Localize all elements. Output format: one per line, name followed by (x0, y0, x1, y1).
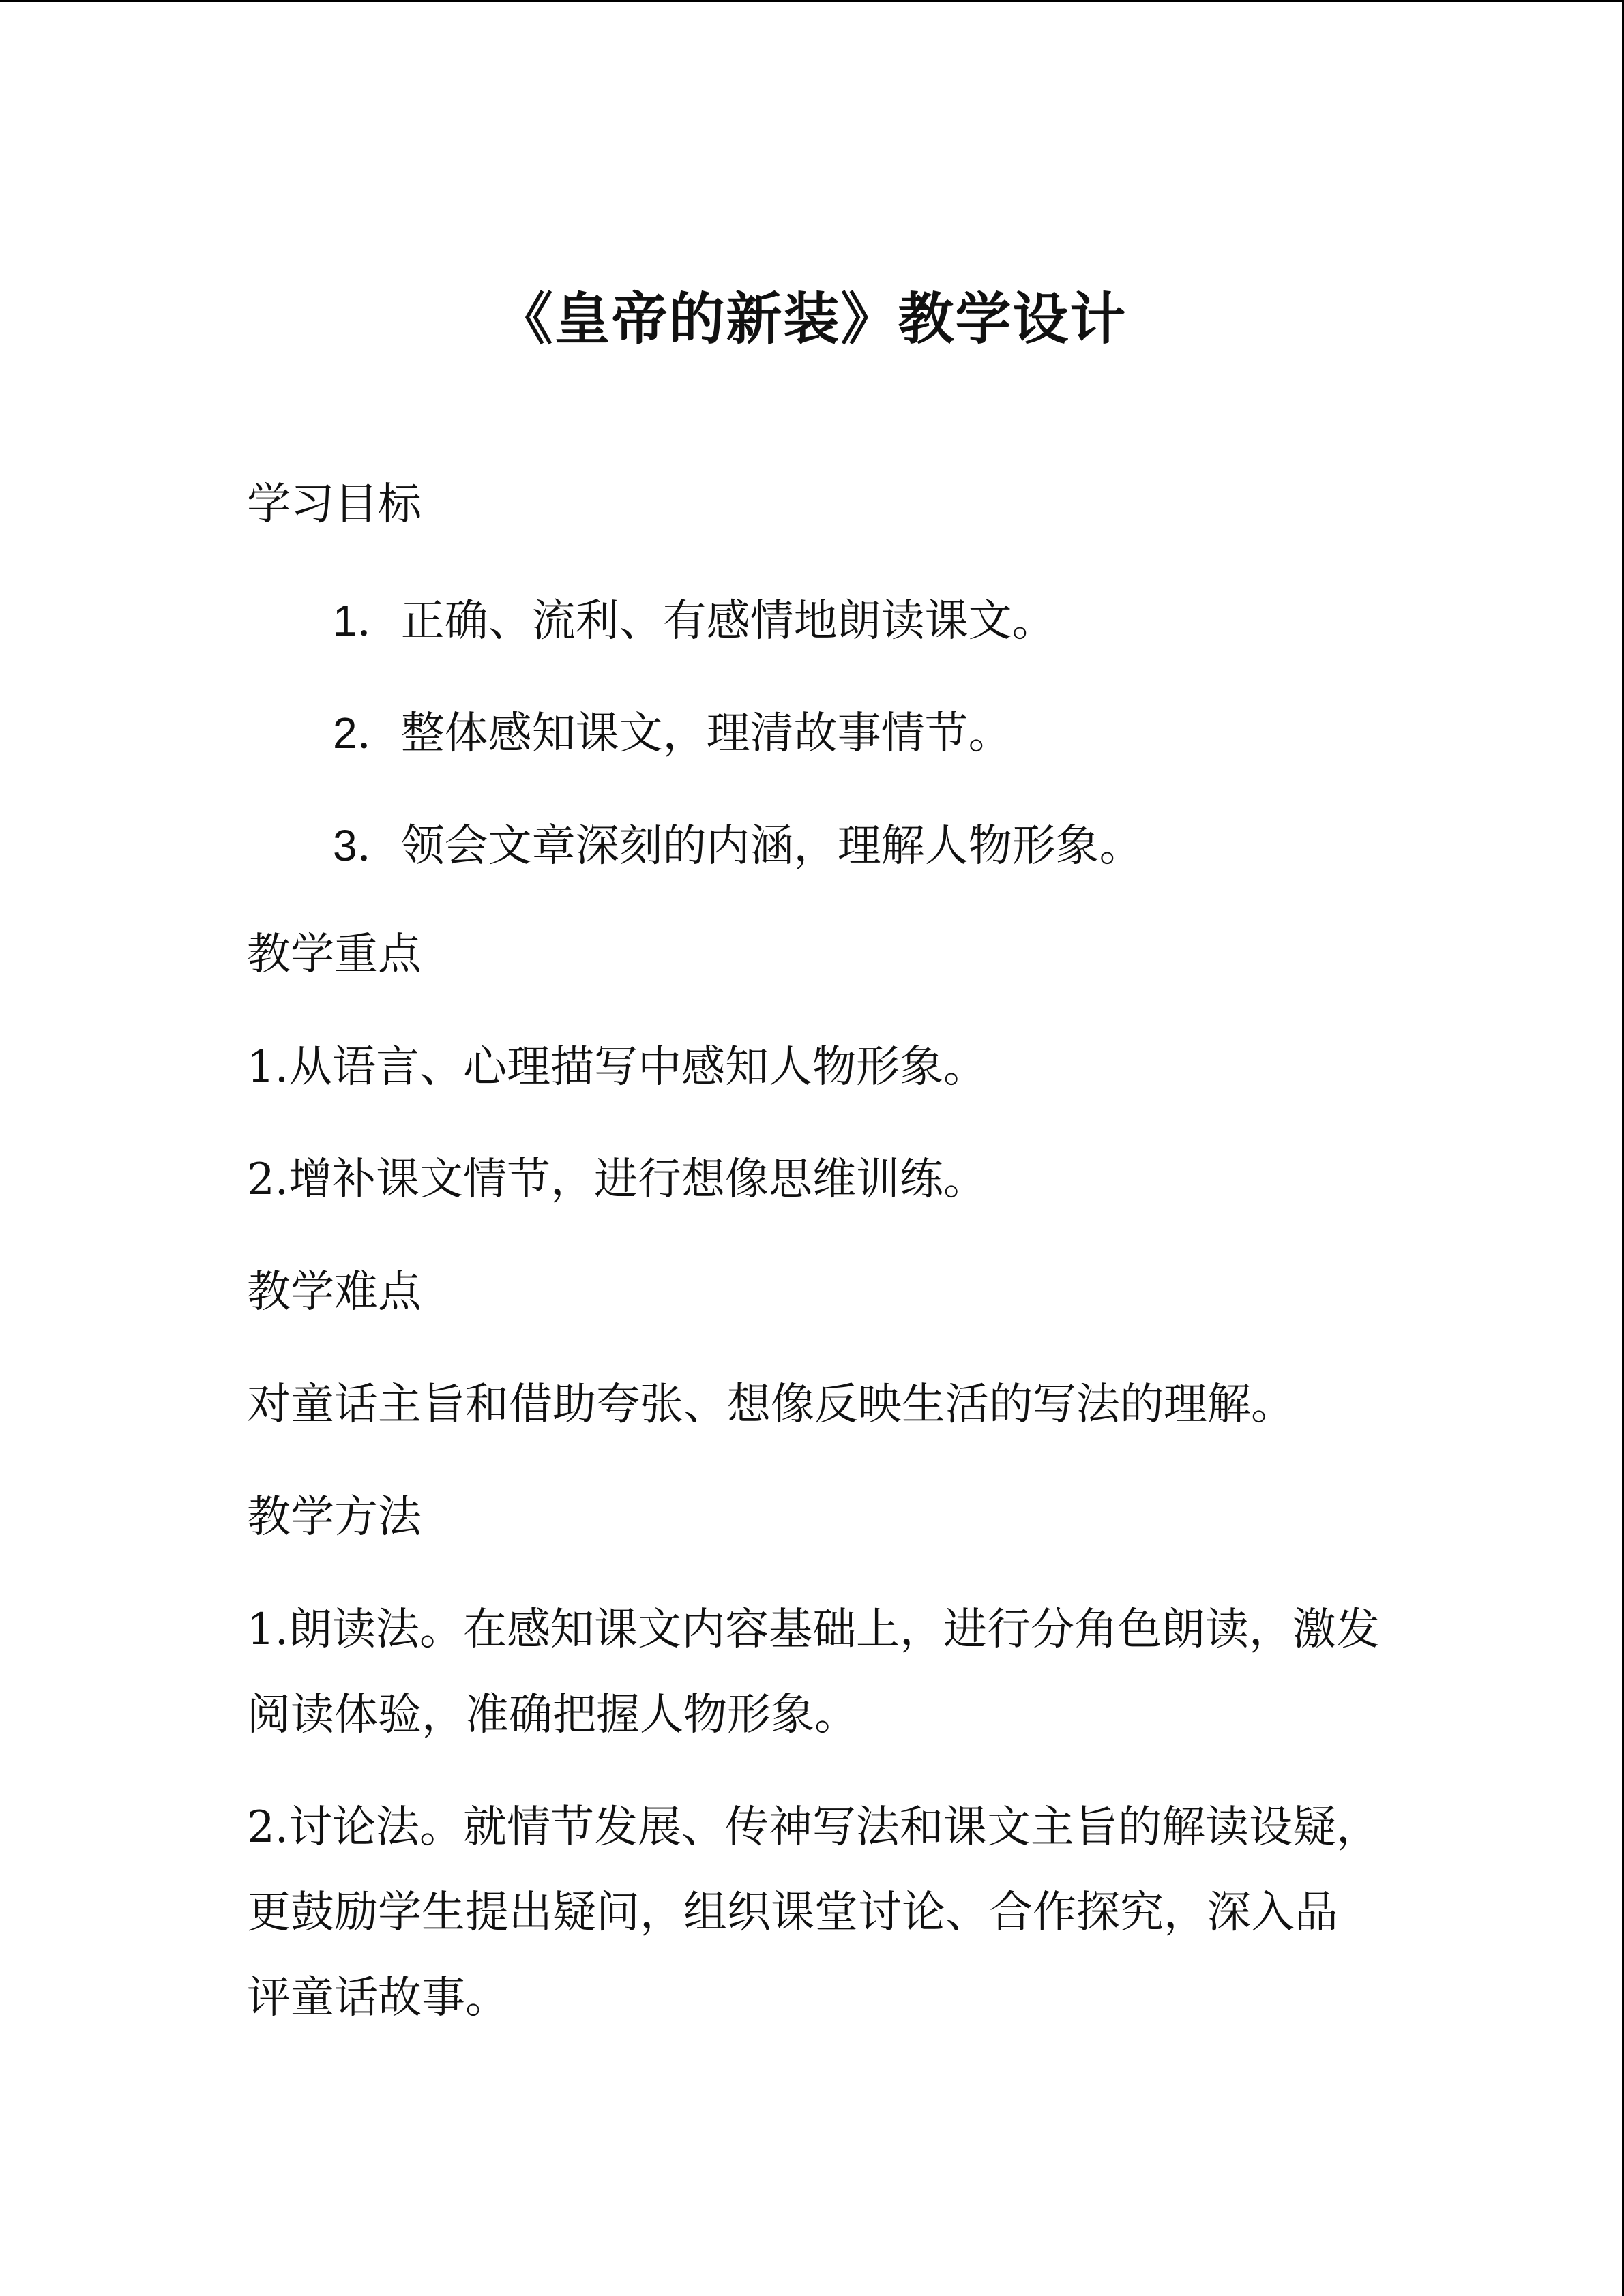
method-item-1-line-1: 1.朗读法。在感知课文内容基础上，进行分角色朗读，激发 (247, 1605, 1381, 1655)
method-item-1-line-2: 阅读体验，准确把握人物形象。 (247, 1690, 858, 1740)
section-heading-methods: 教学方法 (247, 1492, 422, 1542)
objective-item-3-text: 领会文章深刻的内涵，理解人物形象。 (400, 821, 1143, 871)
method-item-2-line-3: 评童话故事。 (247, 1973, 509, 2023)
page-title: 《皇帝的新装》教学设计 (497, 286, 1127, 352)
objective-item-3 (333, 815, 1143, 877)
section-heading-key-points: 教学重点 (247, 929, 422, 980)
method-item-2-line-1: 2.讨论法。就情节发展、传神写法和课文主旨的解读设疑， (247, 1802, 1381, 1853)
objective-item-1 (333, 590, 1056, 652)
method-item-2-line-2: 更鼓励学生提出疑问，组织课堂讨论、合作探究，深入品 (247, 1888, 1338, 1938)
difficulty-text: 对童话主旨和借助夸张、想像反映生活的写法的理解。 (247, 1380, 1295, 1430)
objective-item-3-number: 3． (333, 821, 401, 870)
objective-item-2 (333, 702, 1012, 764)
objective-item-1-number: 1． (333, 596, 401, 645)
key-point-item-2: 2.增补课文情节，进行想像思维训练。 (247, 1154, 988, 1205)
objective-item-2-number: 2． (333, 709, 401, 758)
objective-item-1-text: 正确、流利、有感情地朗读课文。 (400, 596, 1056, 646)
objective-item-2-text: 整体感知课文，理清故事情节。 (400, 709, 1012, 759)
key-point-item-1: 1.从语言、心理描写中感知人物形象。 (247, 1042, 988, 1092)
section-heading-objectives: 学习目标 (247, 479, 422, 530)
section-heading-difficulties: 教学难点 (247, 1267, 422, 1317)
